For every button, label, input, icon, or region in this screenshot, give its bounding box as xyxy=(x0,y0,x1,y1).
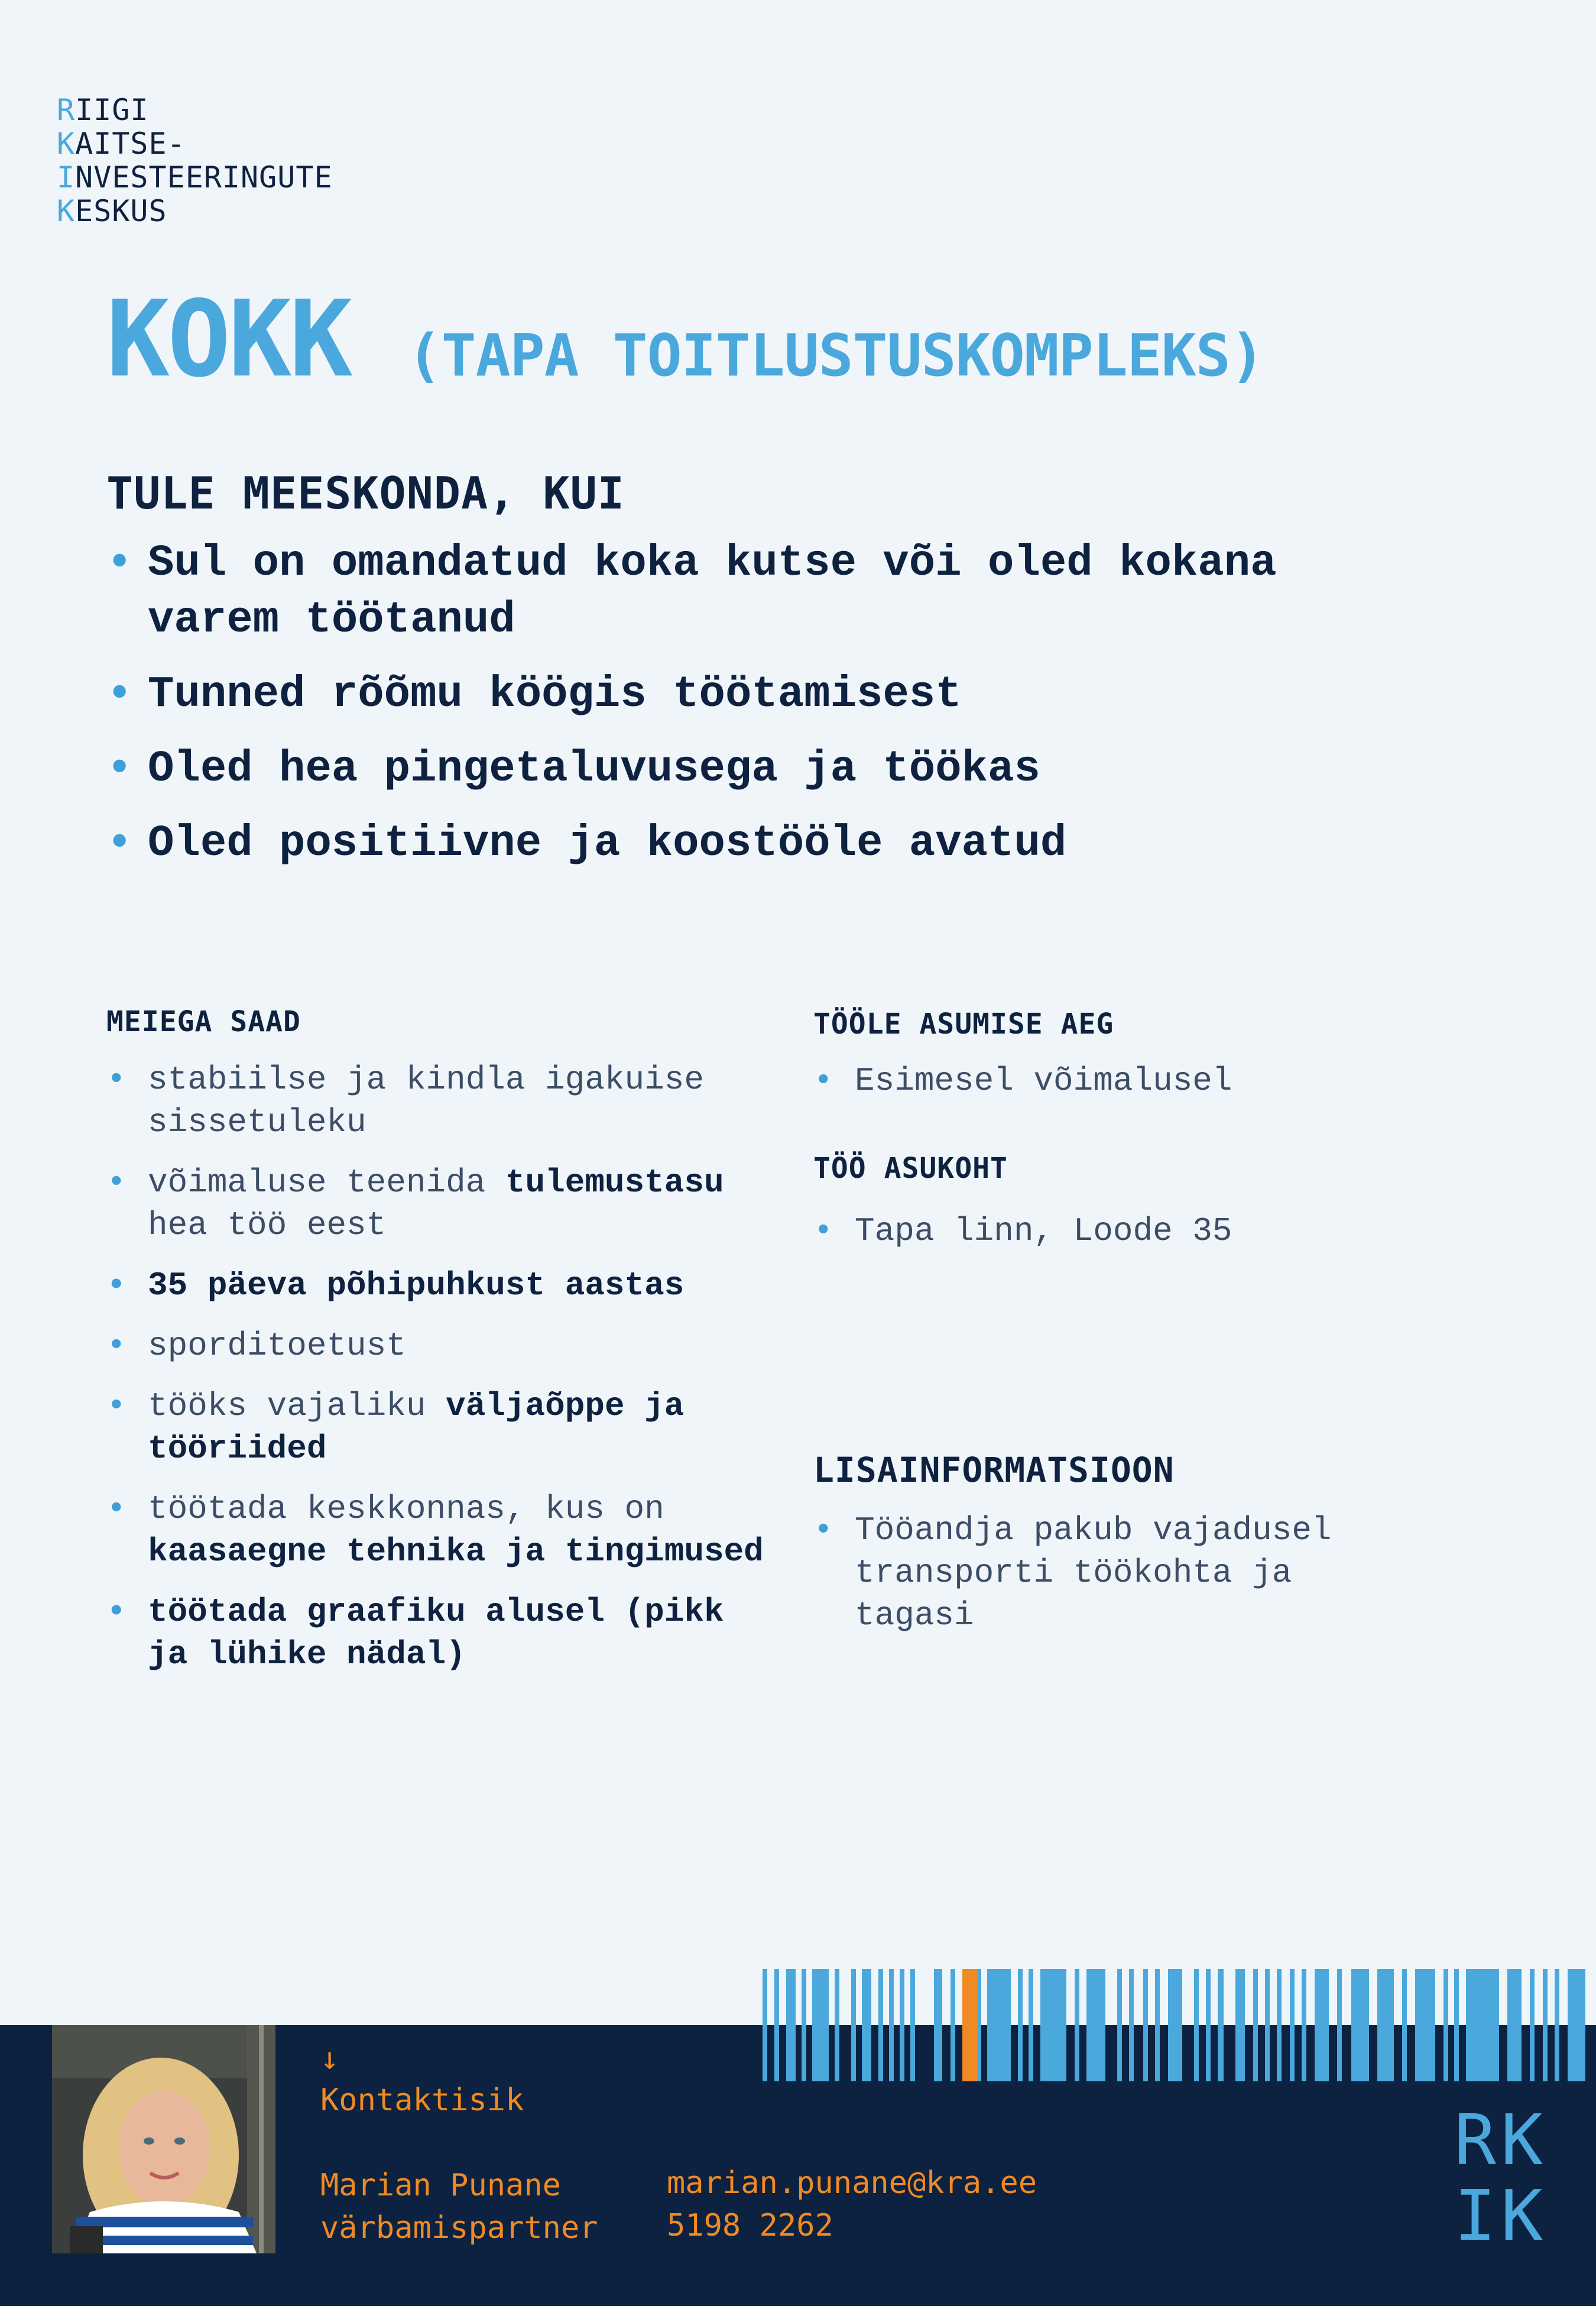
bullet-icon: • xyxy=(106,1267,126,1304)
bullet-icon: • xyxy=(813,1511,833,1549)
start-heading: TÖÖLE ASUMISE AEG xyxy=(813,1008,1114,1041)
location-list xyxy=(813,1210,1523,1270)
contact-label: Kontaktisik xyxy=(320,2082,524,2118)
list-item: • töötada graafiku alusel (pikk ja lühike nädal) xyxy=(106,1591,768,1676)
contact-name: Marian Punane xyxy=(320,2168,561,2203)
bullet-icon: • xyxy=(106,744,133,794)
bullet-icon: • xyxy=(106,1490,126,1528)
list-item: • sporditoetust xyxy=(106,1324,768,1367)
organization-logo xyxy=(57,93,333,228)
barcode-decoration xyxy=(763,1969,1596,2081)
logo-line: KESKUS xyxy=(57,194,167,228)
list-item: • võimaluse teenida tulemustasu hea töö eest xyxy=(106,1161,768,1246)
bullet-icon: • xyxy=(106,1387,126,1425)
benefits-list xyxy=(106,1058,768,1693)
contact-phone[interactable]: 5198 2262 xyxy=(667,2208,833,2243)
intro-list xyxy=(106,535,1407,890)
additional-heading: LISAINFORMATSIOON xyxy=(813,1450,1175,1490)
bullet-icon: • xyxy=(106,1593,126,1631)
list-item: • Tapa linn, Loode 35 xyxy=(813,1210,1523,1252)
job-title-main: KOKK xyxy=(106,278,351,400)
job-title xyxy=(106,278,1264,400)
bullet-icon: • xyxy=(106,1327,126,1365)
list-item: • Esimesel võimalusel xyxy=(813,1060,1523,1102)
logo-line: KAITSE- xyxy=(57,127,186,161)
bullet-icon: • xyxy=(106,1164,126,1201)
contact-photo xyxy=(52,2025,275,2253)
list-item: • töötada keskkonnas, kus on kaasaegne tehnika ja tingimused xyxy=(106,1488,768,1573)
intro-heading: TULE MEESKONDA, KUI xyxy=(106,467,625,519)
bullet-icon: • xyxy=(106,1061,126,1099)
list-item: • Sul on omandatud koka kutse või oled kokana varem töötanud xyxy=(106,535,1407,649)
logo-line: RIIGI xyxy=(57,93,149,127)
rkik-monogram: RK IK xyxy=(1454,2099,1548,2256)
contact-role: värbamispartner xyxy=(320,2210,598,2246)
list-item: • Tööandja pakub vajadusel transporti töökohta ja tagasi xyxy=(813,1509,1334,1637)
list-item: • Oled hea pingetaluvusega ja töökas xyxy=(106,741,1407,798)
list-item: • stabiilse ja kindla igakuise sissetuleku xyxy=(106,1058,768,1144)
contact-email[interactable]: marian.punane@kra.ee xyxy=(667,2165,1037,2201)
job-subtitle: (TAPA TOITLUSTUSKOMPLEKS) xyxy=(407,322,1264,390)
bullet-icon: • xyxy=(813,1062,833,1100)
bullet-icon: • xyxy=(813,1212,833,1250)
additional-list xyxy=(813,1509,1334,1654)
start-list xyxy=(813,1060,1523,1120)
benefits-heading: MEIEGA SAAD xyxy=(106,1005,301,1038)
list-item: • Tunned rõõmu köögis töötamisest xyxy=(106,666,1407,723)
location-heading: TÖÖ ASUKOHT xyxy=(813,1152,1008,1185)
bullet-icon: • xyxy=(106,670,133,720)
logo-line: INVESTEERINGUTE xyxy=(57,160,333,195)
bullet-icon: • xyxy=(106,539,133,588)
bullet-icon: • xyxy=(106,819,133,869)
list-item: • tööks vajaliku väljaõppe ja tööriided xyxy=(106,1385,768,1470)
down-arrow-icon: ↓ xyxy=(320,2041,339,2077)
list-item: • 35 päeva põhipuhkust aastas xyxy=(106,1264,768,1307)
list-item: • Oled positiivne ja koostööle avatud xyxy=(106,815,1407,872)
